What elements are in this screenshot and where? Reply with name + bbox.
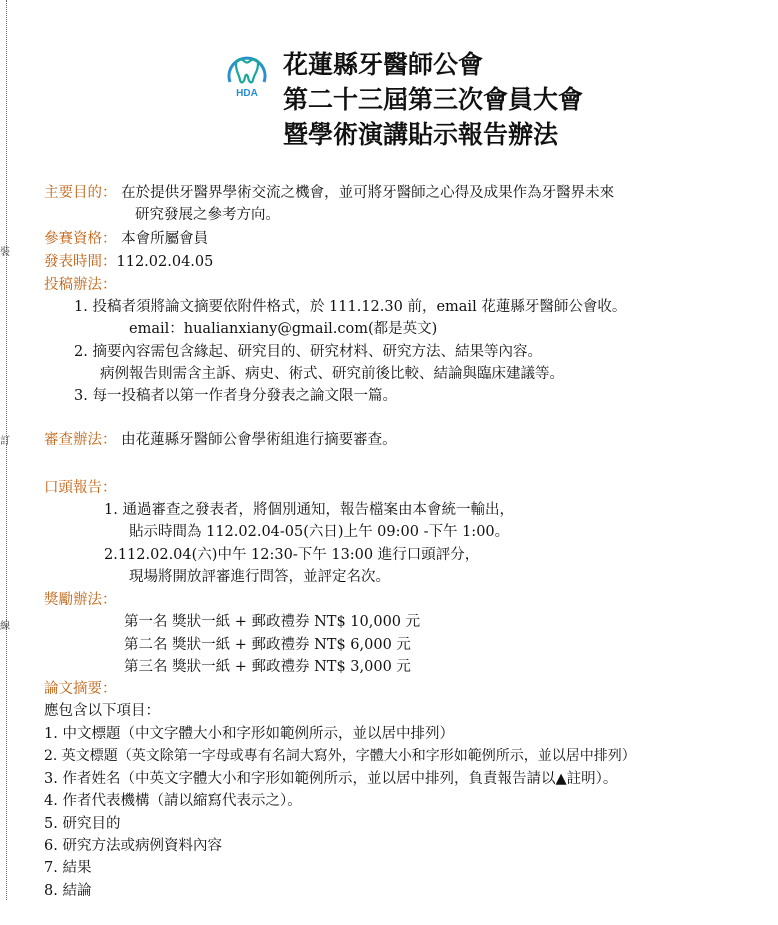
time-label: 發表時間：: [44, 254, 117, 270]
oral-label: 口頭報告：: [44, 480, 117, 496]
abstract-intro: 應包含以下項目：: [44, 703, 160, 719]
abstract-item: 4. 作者代表機構（請以縮寫代表示之）。: [44, 793, 302, 809]
submission-item-cont: 病例報告則需含主訴、病史、術式、研究前後比較、結論與臨床建議等。: [100, 366, 564, 382]
association-title: 花蓮縣牙醫師公會: [283, 50, 484, 79]
submission-item: 2. 摘要內容需包含緣起、研究目的、研究材料、研究方法、結果等內容。: [74, 344, 542, 360]
submission-item: 3. 每一投稿者以第一作者身分發表之論文限一篇。: [74, 388, 397, 404]
association-logo: [222, 50, 272, 100]
abstract-item: 8. 結論: [44, 883, 92, 899]
eligibility-text: 本會所屬會員: [121, 231, 209, 247]
abstract-item: 7. 結果: [44, 860, 92, 876]
abstract-item: 1. 中文標題（中文字體大小和字形如範例所示，並以居中排列）: [44, 726, 454, 742]
binding-mark: 線: [0, 621, 10, 632]
abstract-item: 3. 作者姓名（中英文字體大小和字形如範例所示，並以居中排列，負責報告請以▲註明）。: [44, 771, 618, 787]
binding-line: [6, 0, 7, 900]
review-label: 審查辦法：: [44, 432, 117, 448]
submission-item: 1. 投稿者須將論文摘要依附件格式，於 111.12.30 前，email 花蓮縣牙醫師公會收。: [74, 299, 627, 315]
eligibility-label: 參賽資格：: [44, 231, 117, 247]
binding-mark: 訂: [0, 436, 10, 447]
purpose-text-cont: 研究發展之參考方向。: [135, 207, 280, 223]
award-second: 第二名 獎狀一紙 + 郵政禮券 NT$ 6,000 元: [124, 637, 411, 653]
submission-email: email：hualianxiany@gmail.com(都是英文): [129, 321, 438, 337]
oral-item: 2.112.02.04(六)中午 12:30-下午 13:00 進行口頭評分，: [104, 547, 480, 563]
abstract-item: 6. 研究方法或病例資料內容: [44, 838, 222, 854]
abstract-label: 論文摘要：: [44, 681, 117, 697]
oral-item-cont: 貼示時間為 112.02.04-05(六日)上午 09:00 -下午 1:00。: [129, 524, 510, 540]
purpose-text: 在於提供牙醫界學術交流之機會，並可將牙醫師之心得及成果作為牙醫界未來: [121, 185, 615, 201]
abstract-item: 5. 研究目的: [44, 816, 121, 832]
oral-item: 1. 通過審查之發表者，將個別通知，報告檔案由本會統一輸出，: [104, 502, 514, 518]
award-third: 第三名 獎狀一紙 + 郵政禮券 NT$ 3,000 元: [124, 659, 411, 675]
binding-mark: 裝: [0, 247, 10, 258]
submission-label: 投稿辦法：: [44, 277, 117, 293]
logo-text: HDA: [236, 88, 258, 99]
award-first: 第一名 獎狀一紙 + 郵政禮券 NT$ 10,000 元: [124, 614, 421, 630]
review-text: 由花蓮縣牙醫師公會學術組進行摘要審查。: [121, 432, 397, 448]
document-title: 暨學術演講貼示報告辦法: [283, 120, 559, 149]
oral-item-cont: 現場將開放評審進行問答，並評定名次。: [129, 569, 390, 585]
time-text: 112.02.04.05: [116, 254, 214, 270]
awards-label: 獎勵辦法：: [44, 592, 117, 608]
meeting-title: 第二十三屆第三次會員大會: [283, 85, 584, 114]
purpose-label: 主要目的：: [44, 185, 117, 201]
abstract-item: 2. 英文標題（英文除第一字母或專有名詞大寫外，字體大小和字形如範例所示，並以居中排列）: [44, 748, 636, 764]
